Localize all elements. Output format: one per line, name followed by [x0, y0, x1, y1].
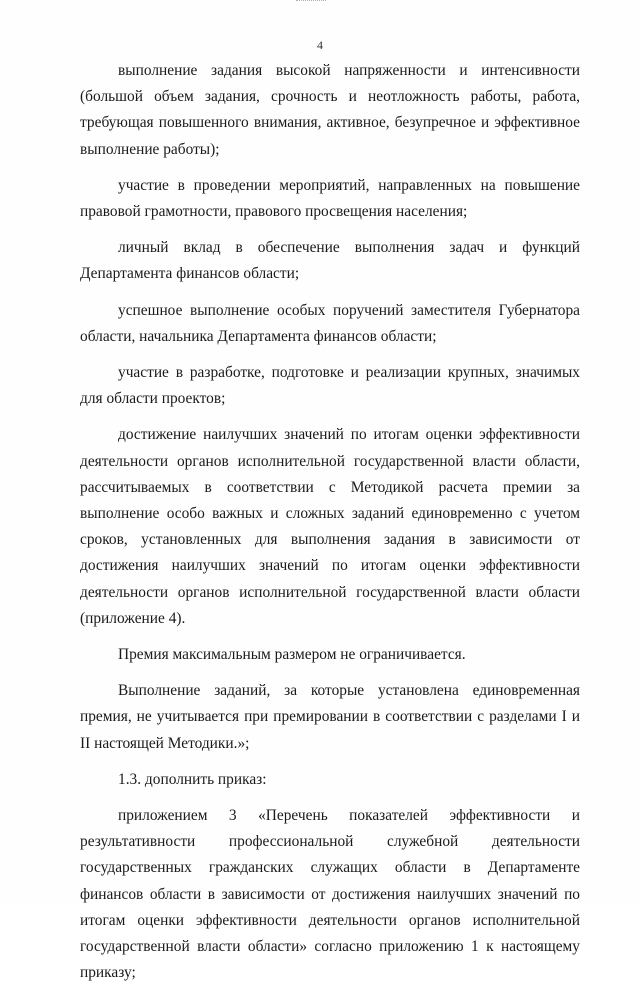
paragraph-special-assignments: успешное выполнение особых поручений заместителя Губернатора области, начальника Департамента финансов области; [80, 301, 580, 345]
paragraph-major-projects: участие в разработке, подготовке и реализации крупных, значимых для области проектов; [80, 364, 580, 408]
scan-artifact [296, 0, 326, 4]
paragraph-appendix-3: приложением 3 «Перечень показателей эффективности и результативности профессиональной служебной деятельности государственных гражданских служащих области в Департаменте финансов области в зависимости от достижения наилучших значений по итогам оценки эффективности деятельности органов исполнительной государственной власти области» согласно приложению 1 к настоящему приказу; [80, 807, 580, 982]
paragraph-personal-contribution: личный вклад в обеспечение выполнения задач и функций Департамента финансов области; [80, 239, 580, 283]
paragraph-one-time-premium: Выполнение заданий, за которые установлена единовременная премия, не учитывается при премировании в соответствии с разделами I и II настоящей Методики.»; [80, 682, 580, 752]
paragraph-section-1-3: 1.3. дополнить приказ: [118, 770, 267, 788]
page-number: 4 [317, 38, 323, 52]
paragraph-legal-literacy: участие в проведении мероприятий, направленных на повышение правовой грамотности, правового просвещения населения; [80, 176, 580, 221]
document-body [80, 58, 580, 997]
paragraph-premium-unlimited: Премия максимальным размером не ограничивается. [118, 646, 466, 664]
paragraph-task-intensity: выполнение задания высокой напряженности и интенсивности (большой объем задания, срочность и неотложность работы, работа, требующая повышенного внимания, активное, безупречное и эффективное выполнение работы); [80, 62, 580, 158]
paragraph-best-values: достижение наилучших значений по итогам оценки эффективности деятельности органов исполнительной государственной власти области, рассчитываемых в соответствии с Методикой расчета премии за выполнение особо важных и сложных заданий единовременно с учетом сроков, установленных для выполнения задания в зависимости от достижения наилучших значений по итогам оценки эффективности деятельности органов исполнительной государственной власти области (приложение 4). [80, 426, 580, 627]
